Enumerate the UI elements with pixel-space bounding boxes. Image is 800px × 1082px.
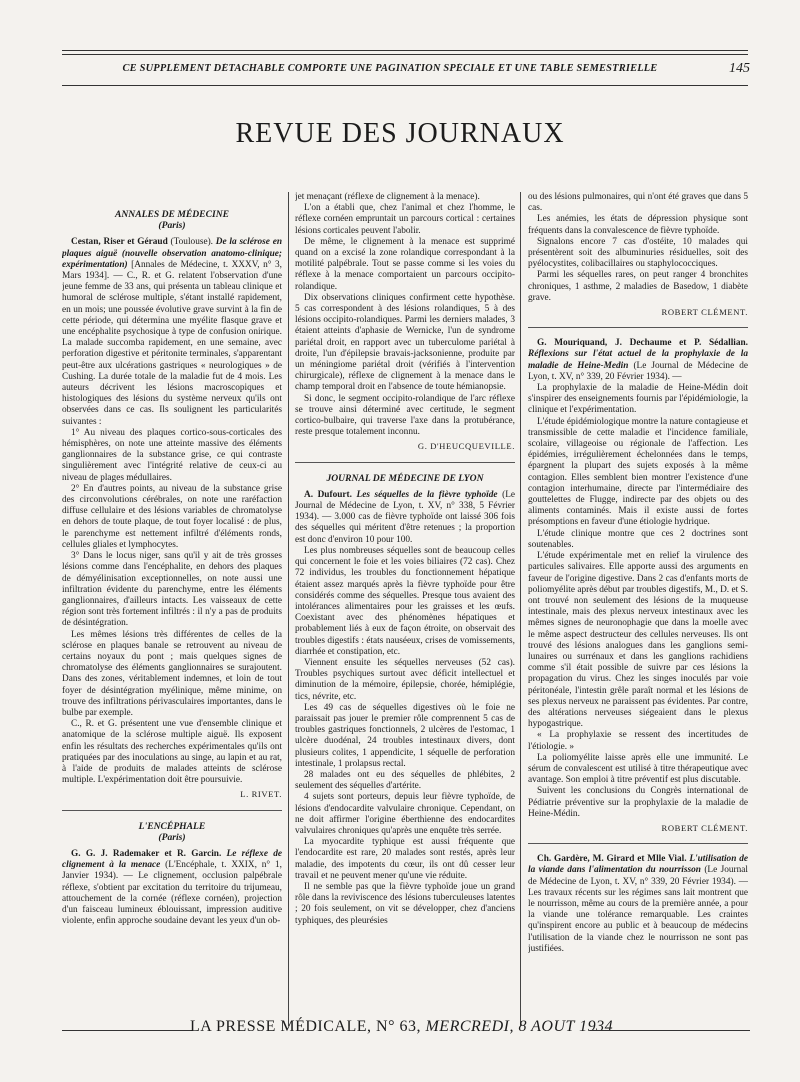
article-signature: ROBERT CLÉMENT. [661, 822, 748, 833]
article-rule [528, 327, 748, 328]
footer-rule-right [590, 1030, 750, 1031]
article-reference: (Le Journal de Médecine de Lyon, t. XV, n° 339, 20 Février 1934). — [528, 360, 748, 382]
article-paragraph: La poliomyélite laisse après elle une immunité. Le sérum de convalescent est utilisé à titre thérapeutique avec avantage. Son emploi à titre préventif est plus discutable. [528, 752, 748, 786]
article-paragraph: Les mêmes lésions très différentes de celles de la sclérose en plaques banale se retrouvent au niveau de certains noyaux du pont ; mais quelques signes de chromatolyse des éléments ganglionnaires se surajoutent. Dans des zones, véritablement indemnes, et loin de tout foyer de désintégration myélinique, même minime, on trouve des infiltrations périvasculaires importantes, dans le bulbe par exemple. [62, 629, 282, 718]
article-dufourt-head [295, 490, 515, 546]
column-divider-2 [520, 192, 521, 1026]
article-paragraph: La prophylaxie de la maladie de Heine-Médin doit s'inspirer des enseignements fournis par l'épidémiologie, la clinique et l'expérimentation. [528, 383, 748, 416]
article-authors: G. Mouriquand, J. Dechaume et P. Sédallian. [537, 338, 748, 349]
article-rademaker-head [62, 849, 282, 927]
article-paragraph: L'étude épidémiologique montre la nature contagieuse et transmissible de cette maladie et l'incidence familiale, scolaire, villageoise ou régionale de l'affection. Les épidémies, irrégulièrement échelonnées dans le temps, épargnent la plupart des sujets exposés à la même contagion. Elles semblent bien montrer l'existence d'une contagion interhumaine, directe par l'intermédiaire des gouttelettes de Flugge, indirecte par des objets ou des aliments contaminés. Mais il existe aussi de fortes présomptions en faveur d'une étiologie hydrique. [528, 416, 748, 528]
article-paragraph: Les 49 cas de séquelles digestives où le foie ne paraissait pas jouer le premier rôle comprennent 5 cas de troubles gastriques fonctionnels, 2 ulcères de l'estomac, 1 ulcère duodénal, 24 troubles intestinaux divers, dont plusieurs colites, 1 appendicite, 1 séquelle de perforation intestinale, 1 prolapsus rectal. [295, 702, 515, 769]
masthead-title: REVUE DES JOURNAUX [235, 118, 565, 149]
article-paragraph: Parmi les séquelles rares, on peut ranger 4 bronchites chroniques, 1 asthme, 2 maladies de Basedow, 1 diabète grave. [528, 270, 748, 303]
article-paragraph: L'on a établi que, chez l'animal et chez l'homme, le réflexe cornéen empruntait un parcours cortical : certaines lésions corticales peuvent l'abolir. [295, 203, 515, 236]
column-1 [62, 205, 282, 1027]
article-paragraph: Signalons encore 7 cas d'ostéite, 10 malades qui présentèrent soit des albuminuries résiduelles, soit des pyélocystites, colibacillaires ou staphylococciques. [528, 236, 748, 270]
article-mouriquand-head [528, 338, 748, 383]
article-paragraph: C., R. et G. présentent une vue d'ensemble clinique et anatomique de la sclérose multiple aiguë. Ils exposent enfin les résultats des recherches expérimentales qu'ils ont pratiquées par des inoculations au singe, au lapin et au rat, à l'aide de produits de malades atteints de sclérose multiple. L'expérimentation doit être poursuivie. [62, 719, 282, 786]
section-city-annales: (Paris) [158, 220, 186, 232]
article-reference: [Annales de Médecine, t. XXXV, n° 3, Mars 1934]. — [62, 259, 282, 282]
page-number: 145 [729, 61, 750, 76]
article-reference: (Le Journal de Médecine de Lyon, t. XV, n° 339, 20 Février 1934). — [528, 865, 748, 887]
header-rule-top [62, 50, 748, 51]
article-paragraph: ou des lésions pulmonaires, qui n'ont été graves que dans 5 cas. [528, 192, 748, 214]
article-paragraph: Viennent ensuite les séquelles nerveuses (52 cas). Troubles psychiques surtout avec déficit intellectuel et diminution de la mémoire, épilepsie, chorée, hémiplégie, tics, névrite, etc. [295, 657, 515, 702]
section-title-encephale: L'ENCÉPHALE [138, 820, 206, 832]
footer-date: MERCREDI, 8 AOUT 1934 [425, 1018, 614, 1035]
article-signature: G. D'HEUCQUEVILLE. [417, 441, 515, 452]
article-paragraph: C., R. et G. relatent l'observation d'une jeune femme de 33 ans, qui présenta un tableau clinique et humoral de sclérose multiple, s'étant installé rapidement, en un mois; une poussée évolutive grave survint à la fin de cette période, qui détermina une myélite flasque grave et une encéphalite psychosique à type de confusion onirique. La malade succomba rapidement, en une semaine, avec perforation digestive et péritonite terminales, s'apparentant peut-être aux ulcérations gastriques « neurologiques » de Cushing. La durée totale de la maladie fut de 4 mois. Les auteurs décrivent les lésions macroscopiques et histologiques des lésions du système nerveux qu'ils ont observées dans ce cas. Ils soulignent les particularités suivantes : [62, 271, 282, 427]
footer-journal-line [190, 1018, 614, 1036]
article-authors: A. Dufourt. [304, 489, 352, 500]
section-rule [62, 810, 282, 811]
article-gardere-head [528, 854, 748, 955]
article-paragraph: Il ne semble pas que la fièvre typhoïde joue un grand rôle dans la reviviscence des lésions tuberculeuses latentes ; 20 fois seulement, on vit se développer, chez d'anciens typhiques, des pleurésies [295, 881, 515, 926]
article-paragraph: Suivent les conclusions du Congrès international de Pédiatrie préventive sur la prophylaxie de la maladie de Heine-Médin. [528, 786, 748, 819]
article-title: L'utilisation de la viande dans l'alimentation du nourrisson [528, 854, 748, 876]
article-reference: (L'Encéphale, t. XXIX, n° 1, Janvier 1934). — [62, 860, 282, 882]
article-paragraph: De même, le clignement à la menace est supprimé quand on a excisé la zone rolandique correspondant à la motilité palpébrale. Tout se passe comme si les voies du réflexe à la menace comportaient un parcours occipito-rolandique. [295, 236, 515, 292]
article-paragraph: Dix observations cliniques confirment cette hypothèse. 5 cas correspondent à des lésions rolandiques, 5 à des lésions occipito-rolandiques. Parmi les derniers malades, 3 étaient atteints d'aphasie de Wernicke, l'un de syndrome pariétal droit, en rapport avec un tuberculome pariétal à droite, l'un d'épilepsie bravais-jacksonienne, produite par un méningiome pariétal droit (vérifiés à l'intervention chirurgicale), réflexe de clignement à la menace dans le champ temporal droit en l'absence de toute hémianopsie. [295, 292, 515, 393]
article-paragraph: 3.000 cas de fièvre typhoïde ont laissé 306 fois des séquelles qui méritent d'être retenues ; la proportion est donc d'environ 10 pour 100. [295, 512, 515, 545]
article-paragraph: Les travaux récents sur les régimes sans lait montrent que le nourrisson, même au cours de la première année, a pour la viande une tolérance remarquable. Les craintes qu'inspirent encore au public et à beaucoup de médecins l'utilisation de la viande chez le nourrisson ne sont pas justifiées. [528, 887, 748, 954]
article-title: Les séquelles de la fièvre typhoïde [351, 489, 498, 500]
article-signature: L. RIVET. [240, 789, 282, 800]
article-paragraph: 4 sujets sont porteurs, depuis leur fièvre typhoïde, de lésions d'endocardite valvulaire chronique. Cependant, on ne doit affirmer l'origine éberthienne des endocardites valvulaires chroniques qu'après une enquête très serrée. [295, 792, 515, 836]
footer-rule-left [62, 1030, 192, 1031]
article-paragraph: Le clignement, occlusion palpébrale réflexe, s'obtient par excitation du territoire du trijumeau, attouchement de la cornée (réflexe cornéen), projection d'un faisceau lumineux éblouissant, impression auditive violente, enfin approche soudaine devant les yeux d'un ob- [62, 871, 282, 927]
article-paragraph: jet menaçant (réflexe de clignement à la menace). [295, 192, 480, 202]
article-authors: Ch. Gardère, M. Girard et Mlle Vial. [537, 854, 687, 865]
column-2 [295, 192, 515, 1026]
article-authors: G. G. J. Rademaker et R. Garcin. [71, 848, 222, 859]
article-paragraph: Si donc, le segment occipito-rolandique de l'arc réflexe se trouve ainsi déterminé avec certitude, le segment cortico-bulbaire, qui traverse l'axe dans la protubérance, reste presque totalement inconnu. [295, 393, 515, 438]
article-rule [528, 843, 748, 844]
article-cestan-head [62, 237, 282, 427]
section-city-encephale: (Paris) [158, 831, 186, 843]
section-rule [295, 462, 515, 463]
section-title-annales: ANNALES DE MÉDECINE [114, 209, 230, 220]
article-paragraph: 1° Au niveau des plaques cortico-sous-corticales des hémisphères, on note une atteinte massive des éléments ganglionnaires de la substance grise, ce qui contraste singulièrement avec l'intégrité relative de ceux-ci au niveau de plages médullaires. [62, 427, 282, 483]
article-paragraph: Les anémies, les états de dépression physique sont fréquents dans la convalescence de fièvre typhoïde. [528, 214, 748, 236]
article-paragraph: L'étude clinique montre que ces 2 doctrines sont soutenables. [528, 528, 748, 550]
article-paragraph: L'étude expérimentale met en relief la virulence des particules salivaires. Elle apporte aussi des arguments en faveur de l'origine digestive. Dans 2 cas d'enfants morts de poliomyélite après début par troubles digestifs, M., D. et S. ont trouvé non seulement des lésions de la muqueuse intestinale, mais des plexus nerveux intestinaux avec les mêmes signes de neuronophagie que dans la moelle avec le même aspect destructeur des cellules nerveuses. Ils ont trouvé des lésions analogues dans les ganglions semi-lunaires ou surrénaux et dans les ganglions rachidiens comme s'il était possible de suivre par ces lésions la propagation du virus. Chez les singes inoculés par voie péritonéale, l'intestin grêle paraît normal et les lésions de ses plexus nerveux ne paraissent pas évidentes. Par contre, des altérations nerveuses siégeaient dans le plexus hypogastrique. [528, 551, 748, 730]
running-header: CE SUPPLÉMENT DÉTACHABLE COMPORTE UNE PAGINATION SPÉCIALE ET UNE TABLE SEMESTRIELLE [122, 63, 658, 74]
article-paragraph: Les plus nombreuses séquelles sont de beaucoup celles qui concernent le foie et les voies biliaires (72 cas). Chez 72 individus, les troubles du fonctionnement hépatique étaient assez marqués après la fièvre typhoïde pour être considérés comme des séquelles. Presque tous avaient des intolérances alimentaires pour les graisses et les œufs. Coexistant avec des phénomènes hépatiques et probablement liés à eux de façon étroite, on observait des troubles digestifs : états nauséeux, crises de vomissements, diarrhée et constipation, etc. [295, 545, 515, 657]
article-paragraph: 2° En d'autres points, au niveau de la substance grise des circonvolutions cérébrales, on note une raréfaction diffuse cellulaire et des lésions variables de chromatolyse en dehors de toute plaque, de tout foyer localisé : de plus, le parenchyme est nettement infiltré d'éléments ronds, cellules gliales et lymphocytes. [62, 483, 282, 550]
article-title: De la sclérose en plaques aiguë (nouvelle observation anatomo-clinique; expérimentation) [62, 237, 282, 270]
article-signature: ROBERT CLÉMENT. [661, 307, 748, 318]
article-paragraph: La myocardite typhique est aussi fréquente que l'endocardite est rare, 20 malades sont restés, après leur maladie, des impotents du cœur, ils ont dû cesser leur travail et ne peuvent mener qu'une vie réduite. [295, 837, 515, 881]
header-rule-second [62, 54, 748, 55]
article-paragraph: « La prophylaxie se ressent des incertitudes de l'étiologie. » [528, 730, 748, 752]
article-title: Réflexions sur l'état actuel de la prophylaxie de la maladie de Heine-Medin [528, 349, 748, 371]
footer-journal-name: LA PRESSE MÉDICALE, N° 63, [190, 1018, 426, 1035]
column-3 [528, 192, 748, 1026]
article-paragraph: 28 malades ont eu des séquelles de phlébites, 2 seulement des séquelles d'artérite. [295, 769, 515, 792]
section-title-lyon: JOURNAL DE MÉDECINE DE LYON [326, 472, 484, 484]
article-authors: Cestan, Riser et Géraud [71, 237, 168, 248]
article-title: Le réflexe de clignement à la menace [62, 848, 282, 871]
article-place: (Toulouse). [167, 237, 216, 248]
header-rule-bottom [62, 85, 748, 86]
column-divider-1 [288, 192, 289, 1026]
article-reference: (Le Journal de Médecine de Lyon, t. XV, n° 338, 5 Février 1934). — [295, 489, 515, 523]
article-paragraph: 3° Dans le locus niger, sans qu'il y ait de très grosses lésions comme dans l'encéphalite, en dehors des plaques de démyélinisation exceptionnelles, on note aussi une infiltration évidente du parenchyme, entre les éléments ganglionnaires, d'ailleurs intacts. Les vaisseaux de cette région sont très fortement infiltrés : il n'y a pas de produits de désintégration. [62, 551, 282, 629]
